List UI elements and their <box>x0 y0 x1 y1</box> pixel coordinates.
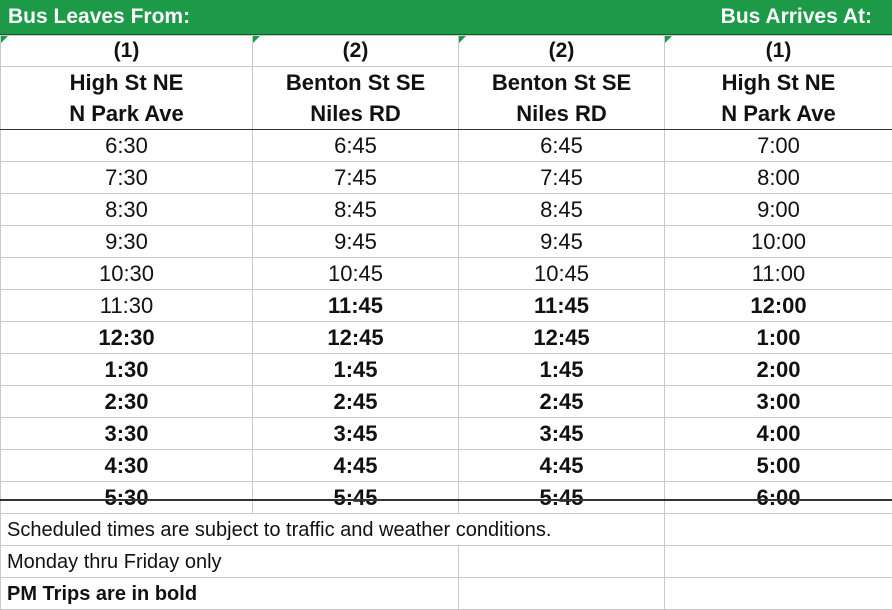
time-cell: 7:30 <box>1 162 253 194</box>
table-row <box>1 322 892 354</box>
time-cell: 3:00 <box>665 386 892 418</box>
empty-cell <box>459 546 665 578</box>
time-cell: 2:00 <box>665 354 892 386</box>
note-row <box>1 514 892 546</box>
time-cell: 11:00 <box>665 258 892 290</box>
time-cell: 3:45 <box>253 418 459 450</box>
note-row <box>1 578 892 610</box>
stop-name-line1: Benton St SE <box>459 67 664 98</box>
time-cell: 11:45 <box>253 290 459 322</box>
time-cell: 7:45 <box>459 162 665 194</box>
time-cell: 8:45 <box>459 194 665 226</box>
time-cell: 6:30 <box>1 130 253 162</box>
table-row <box>1 258 892 290</box>
time-cell: 5:30 <box>1 482 253 514</box>
stop-number-cell: (2) <box>253 36 459 67</box>
stop-name-cell <box>253 67 459 130</box>
time-cell: 9:45 <box>459 226 665 258</box>
empty-cell <box>459 578 665 610</box>
time-cell: 10:30 <box>1 258 253 290</box>
time-cell: 7:45 <box>253 162 459 194</box>
time-cell: 5:45 <box>459 482 665 514</box>
time-cell: 5:00 <box>665 450 892 482</box>
time-cell: 8:45 <box>253 194 459 226</box>
time-cell: 4:45 <box>253 450 459 482</box>
stop-name-cell <box>459 67 665 130</box>
time-cell: 3:30 <box>1 418 253 450</box>
time-cell: 8:30 <box>1 194 253 226</box>
empty-cell <box>665 578 892 610</box>
time-cell: 12:45 <box>459 322 665 354</box>
table-row <box>1 194 892 226</box>
stop-name-line2: Niles RD <box>459 98 664 129</box>
schedule-header-bar <box>0 0 892 35</box>
table-row <box>1 354 892 386</box>
stop-name-line1: Benton St SE <box>253 67 458 98</box>
table-row <box>1 162 892 194</box>
time-cell: 9:30 <box>1 226 253 258</box>
schedule-note: Monday thru Friday only <box>1 546 459 578</box>
departure-heading: Bus Leaves From: <box>8 5 190 29</box>
empty-cell <box>665 514 892 546</box>
time-cell: 11:45 <box>459 290 665 322</box>
time-cell: 9:45 <box>253 226 459 258</box>
schedule-bottom-rule <box>0 499 892 501</box>
stop-name-line1: High St NE <box>1 67 252 98</box>
time-cell: 2:45 <box>253 386 459 418</box>
time-cell: 6:45 <box>459 130 665 162</box>
time-cell: 4:00 <box>665 418 892 450</box>
time-cell: 10:45 <box>459 258 665 290</box>
time-cell: 1:00 <box>665 322 892 354</box>
stop-name-line2: N Park Ave <box>1 98 252 129</box>
time-cell: 6:00 <box>665 482 892 514</box>
table-row <box>1 450 892 482</box>
time-cell: 8:00 <box>665 162 892 194</box>
time-cell: 2:45 <box>459 386 665 418</box>
time-cell: 12:45 <box>253 322 459 354</box>
time-cell: 4:30 <box>1 450 253 482</box>
stop-name-line1: High St NE <box>665 67 892 98</box>
stop-name-line2: Niles RD <box>253 98 458 129</box>
stop-name-cell <box>1 67 253 130</box>
time-cell: 1:30 <box>1 354 253 386</box>
time-cell: 12:30 <box>1 322 253 354</box>
time-cell: 4:45 <box>459 450 665 482</box>
empty-cell <box>665 546 892 578</box>
schedule-note: PM Trips are in bold <box>1 578 459 610</box>
stop-number-cell: (1) <box>665 36 892 67</box>
stop-name-cell <box>665 67 892 130</box>
time-cell: 2:30 <box>1 386 253 418</box>
stop-number-cell: (1) <box>1 36 253 67</box>
arrival-heading: Bus Arrives At: <box>721 5 872 29</box>
stop-number-row <box>1 36 892 67</box>
table-row <box>1 290 892 322</box>
time-cell: 12:00 <box>665 290 892 322</box>
table-row <box>1 226 892 258</box>
time-cell: 1:45 <box>253 354 459 386</box>
time-cell: 1:45 <box>459 354 665 386</box>
stop-number-cell: (2) <box>459 36 665 67</box>
stop-name-line2: N Park Ave <box>665 98 892 129</box>
table-row <box>1 418 892 450</box>
table-row <box>1 482 892 514</box>
time-cell: 10:00 <box>665 226 892 258</box>
schedule-note: Scheduled times are subject to traffic and weather conditions. <box>1 514 665 546</box>
time-cell: 3:45 <box>459 418 665 450</box>
time-cell: 9:00 <box>665 194 892 226</box>
stop-name-row <box>1 67 892 130</box>
time-cell: 10:45 <box>253 258 459 290</box>
time-cell: 6:45 <box>253 130 459 162</box>
note-row <box>1 546 892 578</box>
time-cell: 11:30 <box>1 290 253 322</box>
table-row <box>1 386 892 418</box>
time-cell: 5:45 <box>253 482 459 514</box>
schedule-table <box>0 35 892 610</box>
table-row <box>1 130 892 162</box>
time-cell: 7:00 <box>665 130 892 162</box>
